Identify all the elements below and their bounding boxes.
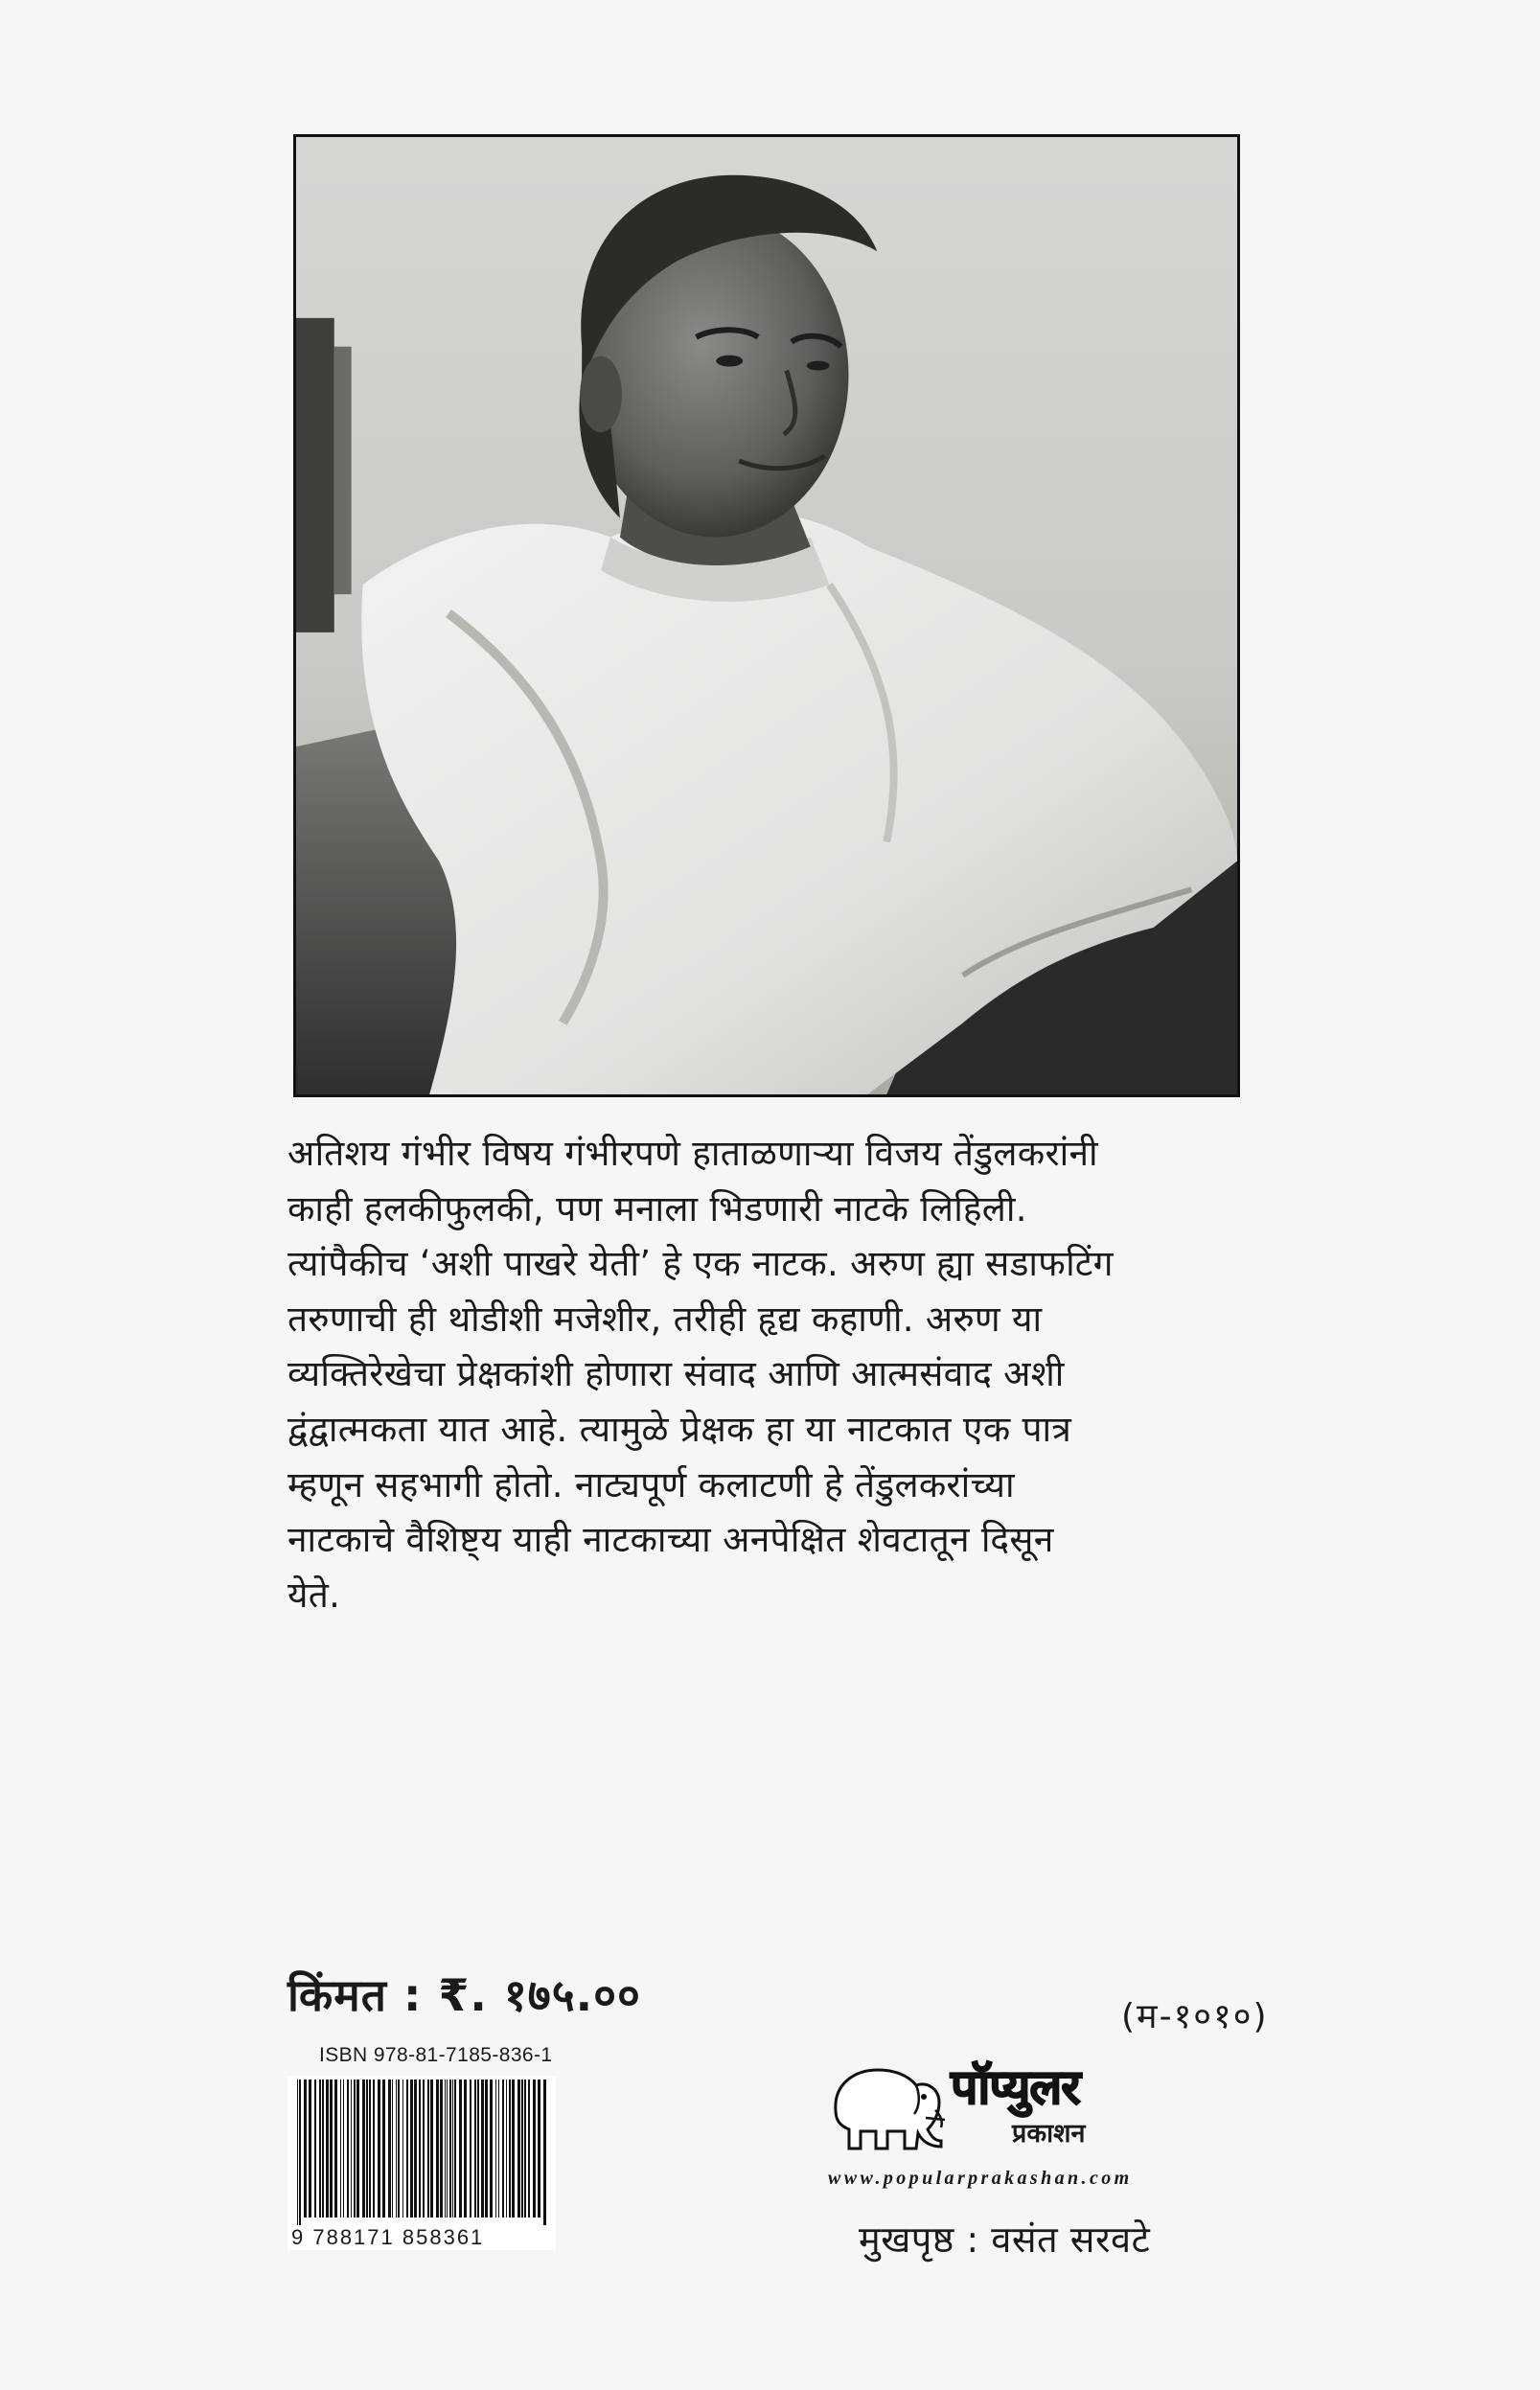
- barcode-bar: [396, 2080, 397, 2218]
- barcode-bar: [447, 2080, 448, 2218]
- blurb-line: म्हणून सहभागी होतो. नाट्यपूर्ण कलाटणी हे तेंडुलकरांच्या: [287, 1463, 1015, 1505]
- publisher-website: www.popularprakashan.com: [828, 2168, 1133, 2189]
- blurb-line: नाटकाचे वैशिष्ट्य याही नाटकाच्या अनपेक्षित शेवटातून दिसून: [287, 1519, 1054, 1561]
- barcode-bar: [330, 2080, 333, 2218]
- blurb-line: अतिशय गंभीर विषय गंभीरपणे हाताळणाऱ्या विजय तेंडुलकरांनी: [287, 1133, 1098, 1174]
- barcode-bar: [319, 2080, 321, 2218]
- barcode-bar: [474, 2080, 476, 2218]
- barcode-bar: [382, 2080, 385, 2218]
- cover-credit: मुखपृष्ठ : वसंत सरवटे: [859, 2218, 1151, 2261]
- blurb-line: येते.: [287, 1574, 341, 1616]
- blurb-line: काही हलकीफुलकी, पण मनाला भिडणारी नाटके लिहिली.: [287, 1187, 1027, 1229]
- barcode-bar: [459, 2080, 462, 2218]
- barcode-bar: [347, 2080, 349, 2218]
- barcode-bar: [410, 2080, 413, 2218]
- barcode-bar: [452, 2080, 453, 2218]
- barcode-bar: [440, 2080, 443, 2218]
- barcode-bar: [454, 2080, 456, 2218]
- barcode-bar: [369, 2080, 371, 2218]
- barcode-digits: 9 788171 858361: [287, 2225, 556, 2250]
- barcode-bar: [490, 2080, 493, 2218]
- author-photo-illustration: [296, 137, 1237, 1094]
- isbn-number: ISBN 978-81-7185-836-1: [319, 2044, 553, 2066]
- blurb-line: तरुणाची ही थोडीशी मजेशीर, तरीही हृद्य कहाणी. अरुण या: [287, 1298, 1043, 1340]
- barcode-bar: [299, 2080, 301, 2225]
- blurb-line: व्यक्तिरेखेचा प्रेक्षकांशी होणारा संवाद आणि आत्मसंवाद अशी: [287, 1353, 1065, 1395]
- barcode-bar: [340, 2080, 341, 2218]
- barcode-bar: [477, 2080, 479, 2218]
- barcode-bar: [419, 2080, 421, 2218]
- barcode-bar: [521, 2080, 523, 2218]
- barcode-bar: [378, 2080, 380, 2218]
- barcode-bar: [322, 2080, 324, 2218]
- publisher-logo: [828, 2051, 1240, 2166]
- barcode-bar: [392, 2080, 393, 2218]
- barcode-bar: [481, 2080, 484, 2218]
- author-photograph: [293, 134, 1240, 1097]
- barcode-bar: [436, 2080, 439, 2218]
- barcode-bar: [402, 2080, 403, 2218]
- barcode-bar: [356, 2080, 359, 2218]
- barcode-bar: [304, 2080, 307, 2218]
- barcode-bar: [362, 2080, 365, 2218]
- barcode-bar: [427, 2080, 429, 2218]
- barcode-bar: [297, 2080, 298, 2225]
- barcode-bar: [366, 2080, 368, 2218]
- book-code: (म-१०१०): [1121, 1997, 1269, 2036]
- barcode-bar: [445, 2080, 446, 2218]
- barcode-bar: [326, 2080, 329, 2218]
- barcode-bar: [406, 2080, 408, 2218]
- barcode-bar: [506, 2080, 507, 2218]
- barcode-bar: [517, 2080, 520, 2218]
- barcode-bar: [373, 2080, 375, 2218]
- publisher-name: पॉप्युलर: [951, 2059, 1080, 2115]
- barcode-bar: [351, 2080, 352, 2218]
- barcode-bar: [528, 2080, 530, 2218]
- barcode-bar: [414, 2080, 417, 2218]
- barcode-bar: [470, 2080, 471, 2218]
- blurb-line: द्वंद्वात्मकता यात आहे. त्यामुळे प्रेक्षक हा या नाटकात एक पात्र: [287, 1408, 1072, 1450]
- publisher-subtitle: प्रकाशन: [1012, 2119, 1086, 2149]
- barcode-bar: [398, 2080, 400, 2218]
- barcode-bar: [343, 2080, 344, 2218]
- barcode-bar: [495, 2080, 496, 2218]
- barcode-bar: [533, 2080, 536, 2218]
- barcode-bar: [423, 2080, 425, 2218]
- barcode-bar: [509, 2080, 511, 2218]
- book-description: [287, 1126, 1255, 1622]
- barcode-bar: [449, 2080, 451, 2218]
- barcode-bar: [538, 2080, 540, 2218]
- barcode-bar: [334, 2080, 337, 2218]
- barcode-bar: [430, 2080, 433, 2218]
- barcode-bar: [388, 2080, 391, 2218]
- barcode-bar: [543, 2080, 546, 2225]
- barcode: [287, 2076, 556, 2225]
- barcode-bars: [287, 2076, 556, 2225]
- price-label: किंमत : ₹. १७५.००: [287, 1969, 641, 2021]
- barcode-bar: [464, 2080, 467, 2218]
- barcode-bar: [485, 2080, 488, 2218]
- barcode-bar: [502, 2080, 504, 2218]
- blurb-line: त्यांपैकीच ‘अशी पाखरे येती’ हे एक नाटक. अरुण ह्या सडाफटिंग: [287, 1243, 1114, 1285]
- barcode-bar: [524, 2080, 526, 2218]
- barcode-bar: [512, 2080, 515, 2218]
- elephant-logo-icon: [828, 2053, 949, 2152]
- barcode-bar: [309, 2080, 311, 2218]
- barcode-bar: [354, 2080, 356, 2218]
- barcode-bar: [314, 2080, 316, 2218]
- barcode-bar: [498, 2080, 499, 2218]
